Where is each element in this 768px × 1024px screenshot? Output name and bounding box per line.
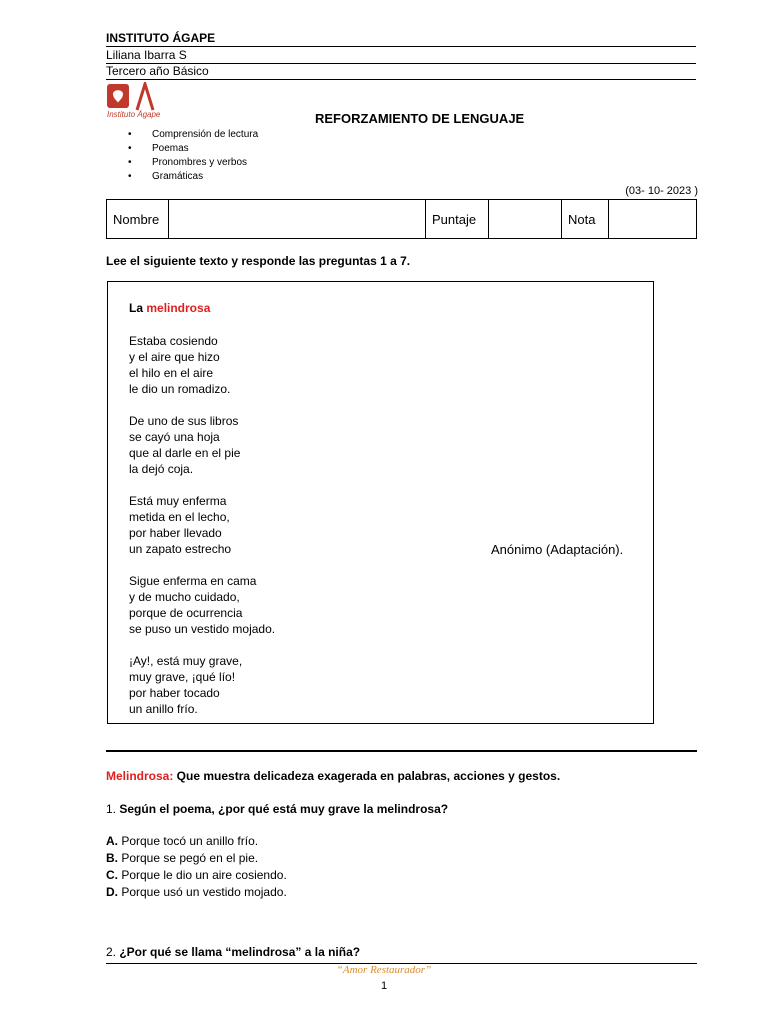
date: (03- 10- 2023 ) [625,185,698,197]
instruction-text: Lee el siguiente texto y responde las preguntas 1 a 7. [106,254,411,268]
option-d[interactable] [106,884,287,901]
definition-term: Melindrosa: [106,769,174,783]
question-text: ¿Por qué se llama “melindrosa” a la niña? [116,945,361,959]
poem-line: un anillo frío. [129,702,198,716]
poem-author: Anónimo (Adaptación). [491,542,624,557]
option-c[interactable] [106,867,287,884]
poem-line: porque de ocurrencia [129,606,243,620]
page-number: 1 [380,980,388,992]
poem-title-prefix: La [129,301,147,315]
grade-level: Tercero año Básico [106,64,209,78]
mark-label: Nota [562,200,609,239]
poem-line: le dio un romadizo. [129,382,231,396]
poem-line: Está muy enferma [129,494,227,508]
question-number: 2. [106,945,117,959]
score-label: Puntaje [426,200,489,239]
name-field[interactable] [169,200,426,239]
option-text: Porque tocó un anillo frío. [118,834,259,848]
question-number: 1. [106,802,117,816]
page-title: REFORZAMIENTO DE LENGUAJE [315,111,525,126]
footer-motto: “Amor Restaurador” [336,964,432,976]
logo-subtitle: Instituto Ágape [107,110,161,119]
header-divider [106,79,696,80]
option-a[interactable] [106,833,287,850]
topic-list [128,128,258,184]
question-text: Según el poema, ¿por qué está muy grave la melindrosa? [116,802,449,816]
question-2 [106,945,360,959]
option-letter: C. [106,868,118,882]
poem-line: De uno de sus libros [129,414,239,428]
poem-stanza [129,653,242,717]
poem-line: un zapato estrecho [129,542,232,556]
topic-item: • Pronombres y verbos [128,156,258,170]
topic-item: • Comprensión de lectura [128,128,258,142]
poem-line: la dejó coja. [129,462,194,476]
poem-title-word: melindrosa [146,301,211,315]
poem-line: y el aire que hizo [129,350,220,364]
poem-line: muy grave, ¡qué lío! [129,670,236,684]
option-letter: B. [106,851,118,865]
poem-stanza [129,333,230,397]
poem-line: se cayó una hoja [129,430,220,444]
poem-line: Estaba cosiendo [129,334,218,348]
definition [106,769,560,783]
question-1-options [106,833,287,901]
poem-line: se puso un vestido mojado. [129,622,276,636]
option-text: Porque se pegó en el pie. [118,851,259,865]
student-info-table [106,199,697,239]
option-text: Porque usó un vestido mojado. [118,885,287,899]
poem-title [129,301,210,315]
poem-line: el hilo en el aire [129,366,214,380]
poem-line: Sigue enferma en cama [129,574,257,588]
score-field[interactable] [489,200,562,239]
logo-icon [107,82,161,112]
poem-line: por haber tocado [129,686,220,700]
poem-line: ¡Ay!, está muy grave, [129,654,243,668]
institute-name: INSTITUTO ÁGAPE [106,31,216,45]
option-letter: A. [106,834,118,848]
poem-line: metida en el lecho, [129,510,230,524]
question-1 [106,802,448,816]
definition-text: Que muestra delicadeza exagerada en palabras, acciones y gestos. [173,769,561,783]
poem-stanza [129,573,275,637]
mark-field[interactable] [609,200,697,239]
poem-stanza [129,413,240,477]
poem-line: que al darle en el pie [129,446,241,460]
topic-item: • Gramáticas [128,170,258,184]
name-label: Nombre [107,200,169,239]
option-letter: D. [106,885,118,899]
option-b[interactable] [106,850,287,867]
section-divider [106,750,697,752]
poem-line: por haber llevado [129,526,222,540]
poem-stanza [129,493,231,557]
poem-line: y de mucho cuidado, [129,590,240,604]
option-text: Porque le dio un aire cosiendo. [118,868,287,882]
topic-item: • Poemas [128,142,258,156]
teacher-name: Liliana Ibarra S [106,48,187,62]
